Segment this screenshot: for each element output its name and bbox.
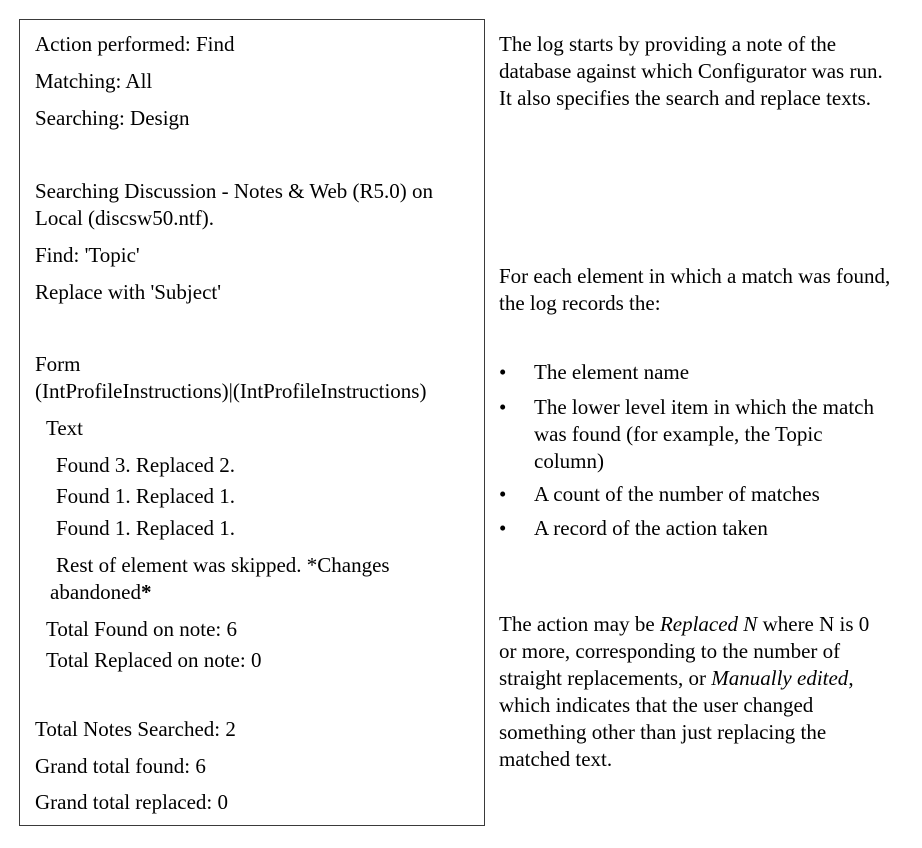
manually-edited-term: Manually edited: [711, 666, 849, 690]
action-text: ,: [848, 666, 854, 690]
log-grand-total-found: Grand total found: 6: [35, 754, 206, 778]
log-found-row: Found 1. Replaced 1.: [56, 516, 236, 540]
action-text: The action may be: [499, 612, 660, 636]
intro-paragraph-line: The log starts by providing a note of the: [499, 32, 837, 56]
bullet-icon: •: [499, 482, 507, 506]
bullet-item-lower-level: was found (for example, the Topic: [534, 422, 823, 446]
log-skipped-abandoned: abandoned: [50, 580, 141, 604]
log-database-line-1: Searching Discussion - Notes & Web (R5.0) on: [35, 179, 434, 203]
log-database-line-2: Local (discsw50.ntf).: [35, 206, 215, 230]
action-paragraph-line-5: something other than just replacing the: [499, 720, 827, 744]
log-output-box: [19, 19, 485, 826]
action-text: straight replacements, or: [499, 666, 712, 690]
intro-paragraph-line: It also specifies the search and replace texts.: [499, 86, 872, 110]
log-matching-line: Matching: All: [35, 69, 153, 93]
records-paragraph-line: For each element in which a match was found,: [499, 264, 891, 288]
bullet-item-element-name: The element name: [534, 360, 690, 384]
log-skipped-asterisk: *: [140, 580, 152, 604]
action-paragraph-line-2: or more, corresponding to the number of: [499, 639, 841, 663]
log-searching-line: Searching: Design: [35, 106, 190, 130]
bullet-item-lower-level: column): [534, 449, 604, 473]
action-paragraph-line-1: [499, 611, 869, 638]
log-form-line-1: Form: [35, 352, 81, 376]
records-paragraph-line: the log records the:: [499, 291, 661, 315]
bullet-item-lower-level: The lower level item in which the match: [534, 395, 874, 419]
log-replace-line: Replace with 'Subject': [35, 280, 222, 304]
log-found-row: Found 3. Replaced 2.: [56, 453, 236, 477]
log-found-row: Found 1. Replaced 1.: [56, 484, 236, 508]
bullet-icon: •: [499, 395, 507, 419]
bullet-item-count: A count of the number of matches: [534, 482, 820, 506]
log-action-line: Action performed: Find: [35, 32, 235, 56]
intro-paragraph-line: database against which Configurator was run.: [499, 59, 883, 83]
replaced-n-term: Replaced N: [659, 612, 758, 636]
bullet-item-action: A record of the action taken: [534, 516, 768, 540]
log-total-replaced-note: Total Replaced on note: 0: [46, 648, 262, 672]
bullet-icon: •: [499, 360, 507, 384]
log-find-line: Find: 'Topic': [35, 243, 140, 267]
log-grand-total-replaced: Grand total replaced: 0: [35, 790, 228, 814]
action-text: where N is 0: [757, 612, 870, 636]
log-total-found-note: Total Found on note: 6: [46, 617, 238, 641]
log-form-line-2: (IntProfileInstructions)|(IntProfileInstructions): [35, 379, 427, 403]
action-paragraph-line-3: [499, 665, 854, 692]
action-paragraph-line-6: matched text.: [499, 747, 613, 771]
bullet-icon: •: [499, 516, 507, 540]
action-paragraph-line-4: which indicates that the user changed: [499, 693, 814, 717]
log-total-notes-searched: Total Notes Searched: 2: [35, 717, 236, 741]
log-text-label: Text: [46, 416, 84, 440]
log-skipped-line-1: Rest of element was skipped. *Changes: [56, 553, 390, 577]
log-skipped-line-2: [50, 579, 151, 606]
